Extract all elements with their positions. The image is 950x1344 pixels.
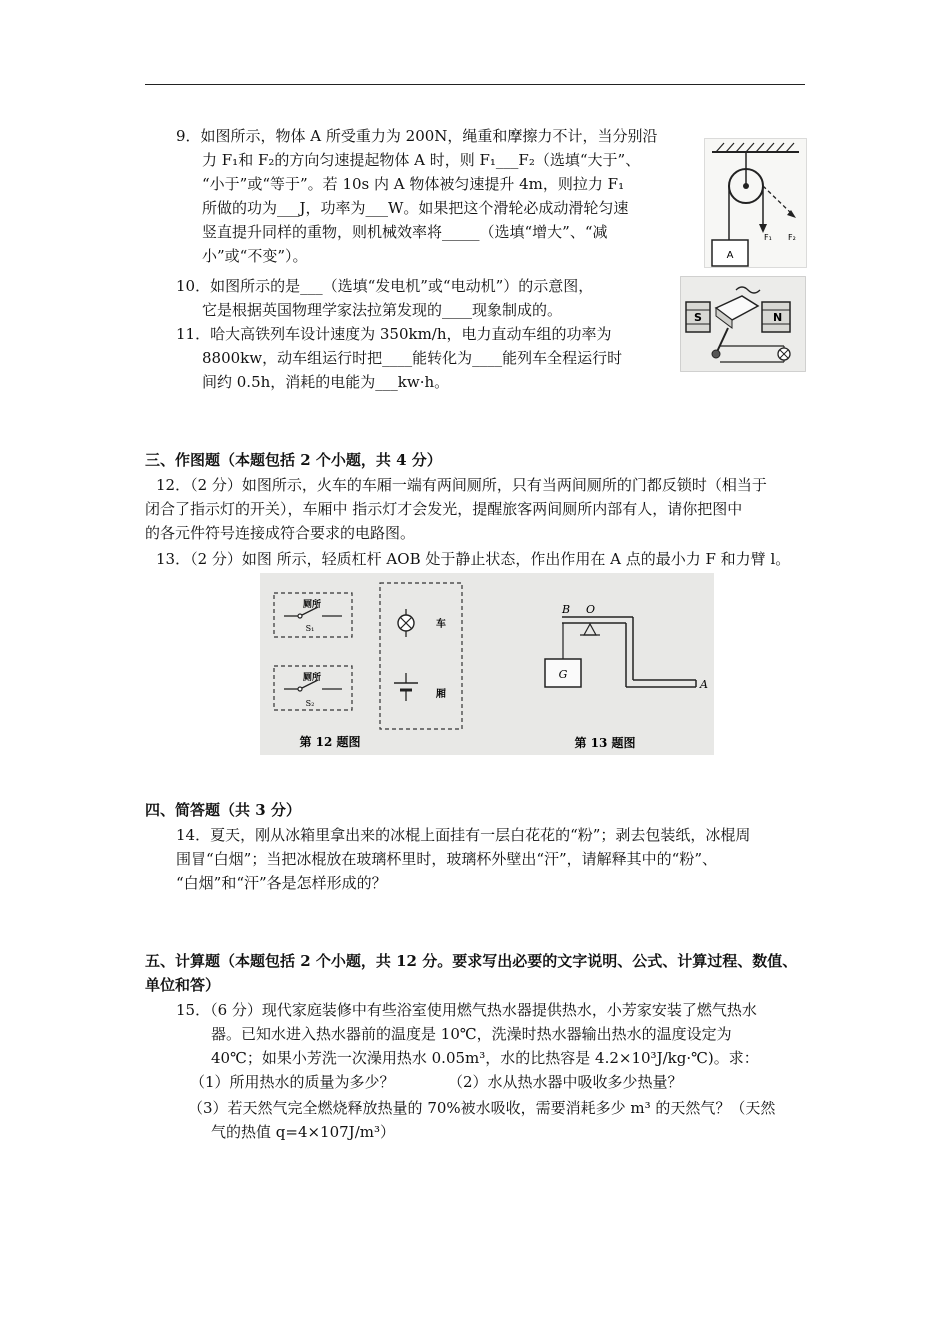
- header-rule: [145, 84, 805, 85]
- compartment-label: 厢: [436, 689, 446, 700]
- label-a: A: [700, 678, 708, 691]
- q9-line-3: “小于”或“等于”。若 10s 内 A 物体被匀速提升 4m，则拉力 F₁: [202, 175, 625, 193]
- q12-line-3: 的各元件符号连接成符合要求的电路图。: [145, 524, 416, 542]
- section-5-heading-line-1: 五、计算题（本题包括 2 个小题，共 12 分。要求写出必要的文字说明、公式、计算过程、数值、: [145, 952, 798, 970]
- section-5-heading-line-2: 单位和答）: [145, 976, 221, 994]
- q15-line-1: 15．（6 分）现代家庭装修中有些浴室使用燃气热水器提供热水，小芳家安装了燃气热水: [176, 1001, 757, 1019]
- label-g: G: [558, 668, 568, 681]
- toilet-2-label: 厕所: [302, 673, 322, 683]
- label-o: O: [586, 603, 596, 616]
- q15-sub-2: （2）水从热水器中吸收多少热量？: [448, 1073, 683, 1091]
- section-3-heading: 三、作图题（本题包括 2 个小题，共 4 分）: [145, 451, 442, 469]
- q9-line-5: 竖直提升同样的重物，则机械效率将_____（选填“增大”、“减: [202, 223, 608, 241]
- label-b: B: [562, 603, 571, 616]
- f1-label: F₁: [764, 233, 772, 242]
- figures-12-13: [260, 573, 714, 755]
- q13-line-1: 13．（2 分）如图 所示，轻质杠杆 AOB 处于静止状态，作出作用在 A 点的最小力 F 和力臂 l。: [156, 550, 791, 568]
- question-9: [176, 124, 657, 268]
- block-label: A: [726, 250, 734, 261]
- pulley-figure: [704, 138, 807, 268]
- q9-line-6: 小”或“不变”）。: [202, 247, 308, 265]
- question-12: [145, 473, 767, 545]
- q14-line-3: “白烟”和“汗”各是怎样形成的？: [176, 874, 387, 892]
- q12-line-2: 闭合了指示灯的开关），车厢中 指示灯才会发光，提醒旅客两间厕所内部有人，请你把图中: [145, 500, 743, 518]
- motor-generator-figure: [680, 276, 806, 372]
- s-pole-label: S: [694, 311, 702, 324]
- q15-line-3: 40℃；如果小芳洗一次澡用热水 0.05m³，水的比热容是 4.2×10³J/kg·℃)。求：: [211, 1049, 759, 1067]
- n-pole-label: N: [773, 311, 783, 324]
- question-10: [176, 274, 593, 322]
- q11-line-3: 间约 0.5h，消耗的电能为___kw·h。: [202, 373, 450, 391]
- q11-line-2: 8800kw，动车组运行时把____能转化为____能列车全程运行时: [202, 349, 623, 367]
- q15-sub-1: （1）所用热水的质量为多少？: [190, 1073, 395, 1091]
- question-15: [176, 998, 759, 1070]
- q11-line-1: 11．哈大高铁列车设计速度为 350km/h，电力直动车组的功率为: [176, 325, 612, 343]
- q9-line-1: 9．如图所示，物体 A 所受重力为 200N，绳重和摩擦力不计，当分别沿: [176, 127, 658, 145]
- q12-line-1: 12．（2 分）如图所示，火车的车厢一端有两间厕所，只有当两间厕所的门都反锁时（相当于: [156, 476, 767, 494]
- f2-label: F₂: [788, 233, 796, 242]
- q15-line-2: 器。已知水进入热水器前的温度是 10℃，洗澡时热水器输出热水的温度设定为: [211, 1025, 732, 1043]
- q14-line-1: 14．夏天，刚从冰箱里拿出来的冰棍上面挂有一层白花花的“粉”；剥去包装纸，冰棍周: [176, 826, 751, 844]
- q15-sub-3: [188, 1096, 775, 1144]
- switch-s2-label: S₂: [305, 699, 315, 708]
- q10-line-2: 它是根据英国物理学家法拉第发现的____现象制成的。: [202, 301, 563, 319]
- caption-12: 第 12 题图: [299, 735, 361, 749]
- switch-s1-label: S₁: [305, 624, 315, 633]
- q10-line-1: 10．如图所示的是___（选填“发电机”或“电动机”）的示意图，: [176, 277, 594, 295]
- car-label: 车: [436, 619, 446, 630]
- caption-13: 第 13 题图: [574, 736, 636, 750]
- section-4-heading: 四、简答题（共 3 分）: [145, 801, 301, 819]
- question-13: [156, 547, 790, 571]
- q14-line-2: 围冒“白烟”；当把冰棍放在玻璃杯里时，玻璃杯外壁出“汗”，请解释其中的“粉”、: [176, 850, 718, 868]
- q15-sub-3-line-1: （3）若天然气完全燃烧释放热量的 70%被水吸收，需要消耗多少 m³ 的天然气？（天然: [188, 1099, 776, 1117]
- q15-sub-3-line-2: 气的热值 q=4×107J/m³）: [211, 1123, 395, 1141]
- toilet-1-label: 厕所: [302, 600, 322, 610]
- q9-line-4: 所做的功为___J，功率为___W。如果把这个滑轮必成动滑轮匀速: [202, 199, 629, 217]
- question-11: [176, 322, 622, 394]
- question-14: [145, 823, 750, 895]
- q9-line-2: 力 F₁和 F₂的方向匀速提起物体 A 时，则 F₁___F₂（选填“大于”、: [202, 151, 641, 169]
